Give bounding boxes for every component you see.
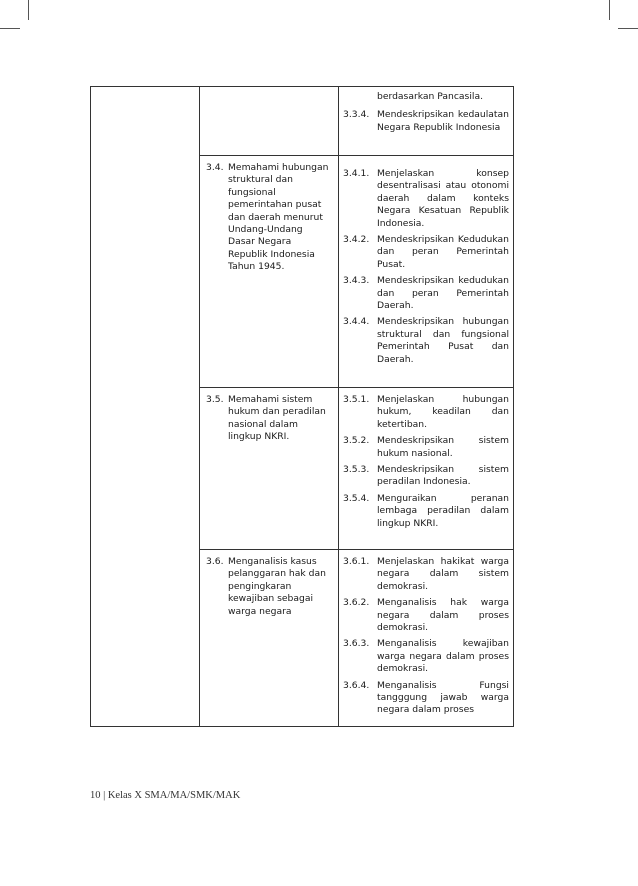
empty-column-cell	[91, 87, 200, 727]
indicator-text: Mendeskripsikan sistem hukum nasional.	[377, 435, 509, 459]
indicator-continuation	[343, 91, 509, 103]
crop-mark-top-left-horizontal	[0, 28, 20, 29]
indicator-text: Menganalisis Fungsi tangggung jawab warga negara dalam proses	[377, 679, 509, 716]
indicator-number: 3.5.3.	[343, 464, 370, 476]
kd-number: 3.5.	[206, 394, 224, 405]
indicator-text: Mendeskripsikan kedudukan dan peran Pemerintah Daerah.	[377, 275, 509, 312]
kd-cell	[200, 87, 339, 156]
indicator-text: Menjelaskan konsep desentralisasi atau otonomi daerah dalam konteks Negara Kesatuan Republik Indonesia.	[377, 168, 509, 229]
indicator-text: Menganalisis hak warga negara dalam proses demokrasi.	[377, 597, 509, 634]
indicator-text: Mendeskripsikan kedaulatan Negara Republik Indonesia	[377, 109, 509, 133]
indicator-number: 3.4.3.	[343, 275, 370, 287]
indicator-number: 3.4.1.	[343, 168, 370, 179]
indicator-item	[343, 275, 509, 312]
indicator-number: 3.6.1.	[343, 556, 370, 567]
indicator-cell	[339, 87, 514, 156]
kd-item	[206, 162, 332, 274]
indicator-item	[343, 464, 509, 489]
indicator-number: 3.6.4.	[343, 679, 370, 691]
indicator-item	[343, 168, 509, 230]
kd-text: Memahami sistem hukum dan peradilan nasional dalam lingkup NKRI.	[228, 394, 326, 443]
indicator-number: 3.6.3.	[343, 638, 370, 650]
crop-mark-top-right-vertical	[609, 0, 610, 20]
indicator-text: Menganalisis kewajiban warga negara dalam proses demokrasi.	[377, 638, 509, 675]
indicator-item	[343, 234, 509, 271]
indicator-number: 3.3.4.	[343, 109, 370, 121]
indicator-item	[343, 638, 509, 675]
indicator-item	[343, 597, 509, 634]
indicator-item	[343, 435, 509, 460]
indicator-text: Mendeskripsikan hubungan struktural dan fungsional Pemerintah Pusat dan Daerah.	[377, 316, 509, 365]
kd-cell	[200, 388, 339, 550]
indicator-text: berdasarkan Pancasila.	[377, 91, 483, 102]
indicator-number: 3.4.4.	[343, 316, 370, 328]
indicator-number: 3.4.2.	[343, 234, 370, 246]
indicator-number: 3.5.1.	[343, 394, 370, 405]
kd-item	[206, 556, 332, 618]
kd-cell	[200, 156, 339, 388]
kd-cell	[200, 550, 339, 727]
indicator-text: Mendeskripsikan Kedudukan dan peran Pemerintah Pusat.	[377, 234, 509, 270]
indicator-number: 3.6.2.	[343, 597, 370, 609]
competency-table	[90, 86, 514, 727]
indicator-cell	[339, 550, 514, 727]
indicator-text: Menjelaskan hubungan hukum, keadilan dan ketertiban.	[377, 394, 509, 430]
crop-mark-top-right-horizontal	[618, 28, 638, 29]
indicator-text: Menguraikan peranan lembaga peradilan dalam lingkup NKRI.	[377, 492, 509, 529]
indicator-item	[343, 394, 509, 431]
kd-item	[206, 394, 332, 444]
kd-number: 3.6.	[206, 556, 224, 567]
kd-text: Memahami hubungan struktural dan fungsional pemerintahan pusat dan daerah menurut Undang-Undang Dasar Negara Republik Indonesia Tahun 1945.	[228, 162, 329, 273]
indicator-text: Mendeskripsikan sistem peradilan Indonesia.	[377, 464, 509, 488]
indicator-cell	[339, 388, 514, 550]
indicator-item	[343, 316, 509, 366]
kd-number: 3.4.	[206, 162, 224, 173]
indicator-item	[343, 109, 509, 134]
indicator-cell	[339, 156, 514, 388]
indicator-number: 3.5.4.	[343, 492, 370, 504]
kd-text: Menganalisis kasus pelanggaran hak dan pengingkaran kewajiban sebagai warga negara	[228, 556, 326, 617]
indicator-item	[343, 680, 509, 717]
page-footer: 10 | Kelas X SMA/MA/SMK/MAK	[90, 790, 241, 801]
indicator-number: 3.5.2.	[343, 435, 370, 447]
indicator-item	[343, 556, 509, 593]
table-row	[91, 87, 514, 156]
indicator-item	[343, 493, 509, 530]
crop-mark-top-left-vertical	[28, 0, 29, 20]
indicator-text: Menjelaskan hakikat warga negara dalam sistem demokrasi.	[377, 556, 509, 592]
